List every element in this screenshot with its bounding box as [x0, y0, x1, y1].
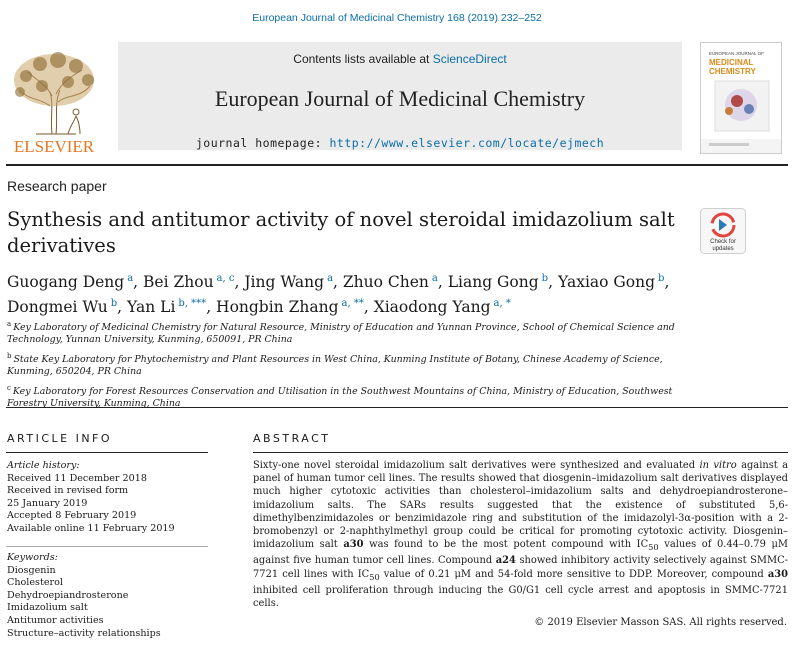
author-name[interactable]: Yaxiao Gong: [557, 273, 656, 291]
homepage-prefix: journal homepage:: [195, 136, 330, 150]
keyword[interactable]: Imidazolium salt: [7, 602, 88, 614]
cover-title-line1: EUROPEAN JOURNAL OF: [709, 51, 764, 56]
affiliation-text: Key Laboratory for Forest Resources Conservation and Utilisation in the Southwest Mountains of China, Ministry of Education, Southwest Forestry University, Kunming, China: [7, 386, 673, 410]
article-title: Synthesis and antitumor activity of novel steroidal imidazolium salt derivatives: [7, 208, 675, 257]
keyword-list: [7, 565, 207, 641]
author-affiliation-marker[interactable]: a: [431, 273, 438, 284]
check-updates-line1: Check for: [710, 239, 736, 245]
author-list: [7, 268, 787, 318]
elsevier-wordmark: ELSEVIER: [13, 137, 95, 156]
cover-title-line3: CHEMISTRY: [709, 67, 756, 76]
affiliation-label: b: [7, 352, 12, 361]
sciencedirect-link[interactable]: ScienceDirect: [432, 52, 507, 66]
author-name[interactable]: Jing Wang: [244, 273, 325, 291]
author-separator: ,: [548, 273, 558, 291]
author-affiliation-marker[interactable]: a: [127, 273, 134, 284]
abstract-part: Sixty-one novel steroidal imidazolium salt derivatives were synthesized and evaluated: [253, 460, 700, 471]
author-affiliation-marker[interactable]: b, ***: [178, 298, 207, 309]
abstract-italic: in vitro: [699, 460, 737, 471]
section-rule: [6, 407, 788, 408]
author-separator: ,: [133, 273, 144, 291]
affiliation-label: a: [7, 320, 12, 328]
abstract-part: was found to be the most potent compound with IC: [363, 539, 649, 551]
homepage-link[interactable]: http://www.elsevier.com/locate/ejmech: [329, 136, 605, 150]
author-name[interactable]: Liang Gong: [447, 273, 539, 291]
article-type: Research paper: [7, 178, 107, 194]
journal-citation[interactable]: European Journal of Medicinal Chemistry 168 (2019) 232–252: [252, 12, 542, 24]
keyword[interactable]: Antitumor activities: [7, 614, 104, 626]
header-rule: [6, 164, 788, 166]
author-separator: ,: [117, 298, 127, 316]
abstract-part: values of 0.44–0.79 μM against five human tumor cell lines. Compound: [253, 539, 788, 567]
author-separator: ,: [363, 298, 374, 316]
article-info-heading: ARTICLE INFO: [7, 432, 113, 445]
ic50-subscript: 50: [369, 571, 380, 582]
keywords-rule: [6, 546, 208, 547]
abstract-heading: ABSTRACT: [253, 432, 331, 445]
elsevier-tree-logo: [6, 46, 102, 156]
author-affiliation-marker[interactable]: a, **: [341, 298, 364, 309]
author-affiliation-marker[interactable]: b: [541, 273, 549, 284]
author-name[interactable]: Guogang Deng: [7, 273, 125, 291]
journal-cover-thumbnail[interactable]: [700, 42, 782, 154]
author-affiliation-marker[interactable]: a, c: [216, 273, 235, 284]
author-affiliation-marker[interactable]: b: [658, 273, 665, 284]
history-entry: Accepted 8 February 2019: [7, 510, 137, 522]
history-label: Article history:: [7, 460, 80, 471]
affiliation-label: c: [7, 384, 11, 393]
keywords-block: [7, 552, 207, 640]
abstract-part: value of 0.21 μM and 54-fold more sensitive to DDP. Moreover, compound: [379, 568, 768, 580]
author-name[interactable]: Bei Zhou: [143, 273, 214, 291]
author-separator: ,: [206, 298, 217, 316]
contents-prefix: Contents lists available at: [293, 52, 433, 66]
compound-a30: a30: [343, 539, 364, 551]
history-entry: Available online 11 February 2019: [7, 522, 175, 534]
history-entry: 25 January 2019: [7, 497, 88, 509]
author-affiliation-marker[interactable]: a, *: [493, 298, 511, 309]
author-separator: ,: [437, 273, 448, 291]
author-name[interactable]: Xiaodong Yang: [373, 298, 491, 316]
article-history: [7, 460, 207, 536]
abstract-part: against a panel of human tumor cell lines. The results showed that diosgenin–imidazolium salt derivatives displayed much higher cytotoxic activities than cholesterol–imidazolium salts and dehydroepiandrosterone–imidazolium salts. The SARs results suggested that the existence of substituted 5,6-dimethylbenzimidazoles or benzimidazole ring and substitution of the imidazolyl-3α-position with a 2-bromobenzyl or 2-naphthylmethyl group could be critical for promoting cytotoxic activity. Diosgenin–imidazolium salt: [253, 460, 788, 551]
journal-homepage-line: [118, 136, 682, 150]
keyword[interactable]: Cholesterol: [7, 577, 63, 589]
author-name[interactable]: Zhuo Chen: [342, 273, 429, 291]
history-entry: Received in revised form: [7, 485, 129, 497]
keywords-label: Keywords:: [7, 552, 58, 563]
affiliation-b: [7, 350, 707, 378]
cover-title-line2: MEDICINAL: [709, 58, 754, 67]
abstract-part: showed inhibitory activity selectively against SMMC-7721 cell lines with IC: [253, 555, 788, 580]
check-updates-line2: updates: [712, 246, 734, 252]
copyright-notice: © 2019 Elsevier Masson SAS. All rights reserved.: [534, 617, 787, 628]
abstract-rule: [253, 452, 788, 453]
ic50-subscript: 50: [648, 542, 659, 553]
author-affiliation-marker[interactable]: a: [327, 273, 334, 284]
contents-line: [118, 52, 682, 66]
compound-a24: a24: [495, 555, 516, 567]
keyword[interactable]: Structure–activity relationships: [7, 627, 161, 639]
keyword[interactable]: Dehydroepiandrosterone: [7, 589, 129, 601]
check-for-updates-badge[interactable]: [700, 208, 746, 254]
keyword[interactable]: Diosgenin: [7, 564, 56, 576]
author-affiliation-marker[interactable]: b: [110, 298, 118, 309]
affiliation-a: [7, 318, 707, 346]
affiliation-text: Key Laboratory of Medicinal Chemistry for Natural Resource, Ministry of Education and Yunnan Province, School of Chemical Science and Technology, Yunnan University, Kunming, 650091, PR China: [7, 322, 675, 346]
journal-name: European Journal of Medicinal Chemistry: [214, 86, 586, 111]
author-name[interactable]: Yan Li: [126, 298, 176, 316]
history-list: [7, 473, 207, 536]
affiliation-text: State Key Laboratory for Phytochemistry and Plant Resources in West China, Kunming Institute of Botany, Chinese Academy of Science, Kunming, 650204, PR China: [7, 354, 663, 378]
author-name[interactable]: Hongbin Zhang: [216, 298, 339, 316]
article-info-rule: [6, 452, 208, 453]
author-name[interactable]: Dongmei Wu: [7, 298, 108, 316]
abstract-text: [253, 459, 788, 610]
history-entry: Received 11 December 2018: [7, 472, 147, 484]
abstract-part: inhibited cell proliferation through inducing the G0/G1 cell cycle arrest and apoptosis in SMMC-7721 cells.: [253, 584, 788, 609]
compound-a30: a30: [767, 568, 788, 580]
author-separator: ,: [333, 273, 343, 291]
author-separator: ,: [234, 273, 245, 291]
affiliations: [7, 318, 707, 414]
author-separator: ,: [664, 273, 670, 291]
